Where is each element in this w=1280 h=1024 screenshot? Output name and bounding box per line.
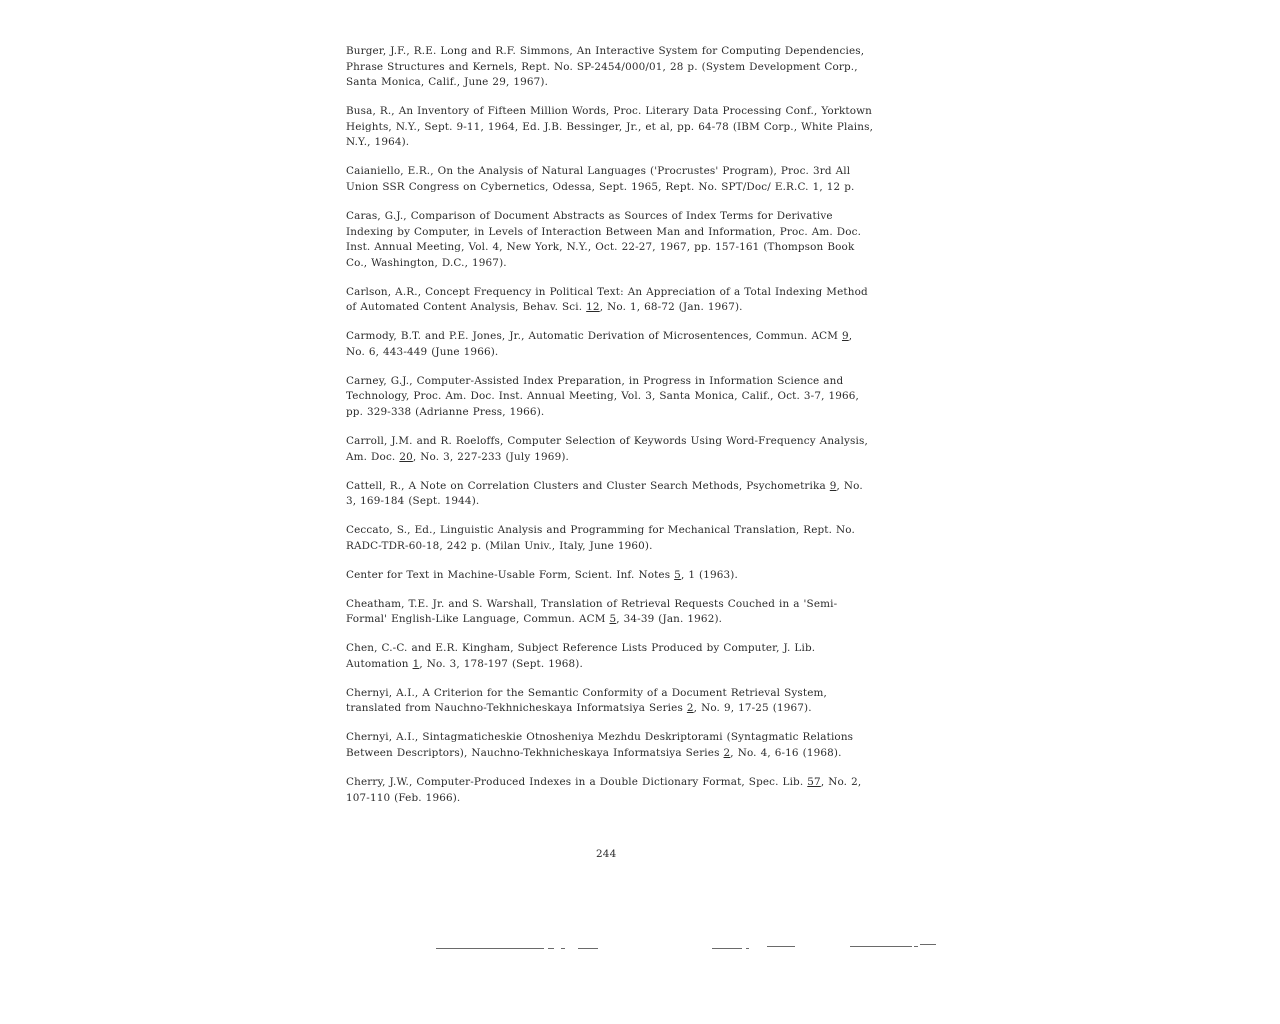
reference-volume: 20 xyxy=(399,450,413,463)
reference-text: Carroll, J.M. and R. Roeloffs, Computer Selection of Keywords Using Word-Frequency Analysis, Am. Doc. xyxy=(346,435,868,463)
footer-rule xyxy=(767,946,795,947)
reference-entry xyxy=(346,285,874,316)
reference-entry xyxy=(346,209,874,271)
reference-text: Carmody, B.T. and P.E. Jones, Jr., Automatic Derivation of Microsentences, Commun. ACM xyxy=(346,330,842,343)
reference-volume: 5 xyxy=(674,568,681,581)
reference-entry xyxy=(346,597,874,628)
reference-entry xyxy=(346,686,874,717)
reference-text: Cheatham, T.E. Jr. and S. Warshall, Translation of Retrieval Requests Couched in a 'Semi-Formal' English-Like Language, Commun. ACM xyxy=(346,597,838,626)
reference-volume: 9 xyxy=(829,479,837,492)
reference-entry xyxy=(346,434,874,465)
reference-text: Cherry, J.W., Computer-Produced Indexes in a Double Dictionary Format, Spec. Lib. xyxy=(346,776,808,789)
reference-volume: 57 xyxy=(807,776,821,789)
reference-text: Caras, G.J., Comparison of Document Abstracts as Sources of Index Terms for Derivative Indexing by Computer, in Levels of Interaction Between Man and Information, Proc. Am. Doc. Inst. Annual Meeting, Vol. 4, New York, N.Y., Oct. 22-27, 1967, pp. 157-161 (Thompson Book Co., Washington, D.C., 1967). xyxy=(346,209,862,269)
reference-text: Cattell, R., A Note on Correlation Clusters and Cluster Search Methods, Psychometrika xyxy=(346,479,830,492)
reference-list xyxy=(346,44,874,820)
reference-text-tail: , No. 4, 6-16 (1968). xyxy=(730,747,842,760)
reference-text: Chen, C.-C. and E.R. Kingham, Subject Reference Lists Produced by Computer, J. Lib. Automation xyxy=(346,642,816,670)
reference-text: Chernyi, A.I., Sintagmaticheskie Otnosheniya Mezhdu Deskriptorami (Syntagmatic Relations Between Descriptors), Nauchno-Tekhnicheskaya Informatsiya Series xyxy=(346,731,854,760)
reference-volume: 2 xyxy=(723,747,731,760)
reference-text: Carlson, A.R., Concept Frequency in Political Text: An Appreciation of a Total Indexing Method of Automated Content Analysis, Behav. Sci. xyxy=(346,285,868,314)
reference-text-tail: , No. 6, 443-449 (June 1966). xyxy=(346,330,853,358)
reference-text: Center for Text in Machine-Usable Form, Scient. Inf. Notes xyxy=(346,568,675,581)
reference-volume: 2 xyxy=(686,702,694,715)
footer-rule xyxy=(436,948,544,949)
footer-rule xyxy=(920,944,936,945)
reference-text-tail: , No. 9, 17-25 (1967). xyxy=(693,702,812,715)
footer-rule xyxy=(746,948,749,949)
reference-text-tail: , 34-39 (Jan. 1962). xyxy=(616,613,723,626)
reference-text: Carney, G.J., Computer-Assisted Index Preparation, in Progress in Information Science and Technology, Proc. Am. Doc. Inst. Annual Meeting, Vol. 3, Santa Monica, Calif., Oct. 3-7, 1966, pp. 329-338 (Adrianne Press, 1966). xyxy=(346,374,860,419)
reference-entry xyxy=(346,523,874,554)
reference-entry xyxy=(346,730,874,761)
reference-text-tail: , No. 3, 178-197 (Sept. 1968). xyxy=(419,657,583,670)
reference-entry xyxy=(346,641,874,672)
reference-entry xyxy=(346,104,874,151)
reference-entry xyxy=(346,329,874,360)
reference-entry xyxy=(346,374,874,421)
reference-entry xyxy=(346,479,874,510)
reference-text: Burger, J.F., R.E. Long and R.F. Simmons, An Interactive System for Computing Dependencies, Phrase Structures and Kernels, Rept. No. SP-2454/000/01, 28 p. (System Development Corp., Santa Monica, Calif., June 29, 1967). xyxy=(346,45,865,89)
reference-entry xyxy=(346,164,874,195)
reference-volume: 1 xyxy=(412,657,420,670)
page-number: 244 xyxy=(596,848,617,860)
reference-text: Busa, R., An Inventory of Fifteen Million Words, Proc. Literary Data Processing Conf., Yorktown Heights, N.Y., Sept. 9-11, 1964, Ed. J.B. Bessinger, Jr., et al, pp. 64-78 (IBM Corp., White Plains, N.Y., 1964). xyxy=(346,105,874,149)
reference-text-tail: , No. 2, 107-110 (Feb. 1966). xyxy=(346,776,862,804)
reference-volume: 5 xyxy=(609,613,617,626)
footer-rule xyxy=(914,946,918,947)
reference-text-tail: , No. 1, 68-72 (Jan. 1967). xyxy=(599,301,743,314)
reference-entry xyxy=(346,568,874,584)
reference-text: Chernyi, A.I., A Criterion for the Semantic Conformity of a Document Retrieval System, translated from Nauchno-Tekhnicheskaya Informatsiya Series xyxy=(346,686,827,715)
reference-text: Caianiello, E.R., On the Analysis of Natural Languages ('Procrustes' Program), Proc. 3rd All Union SSR Congress on Cybernetics, Odessa, Sept. 1965, Rept. No. SPT/Doc/ E.R.C. 1, 12 p. xyxy=(346,165,855,193)
footer-rule xyxy=(578,948,598,949)
reference-text: Ceccato, S., Ed., Linguistic Analysis and Programming for Mechanical Translation, Rept. No. RADC-TDR-60-18, 242 p. (Milan Univ., Italy, June 1960). xyxy=(346,524,855,552)
reference-text-tail: , No. 3, 169-184 (Sept. 1944). xyxy=(346,479,863,508)
reference-entry xyxy=(346,44,874,91)
footer-rule xyxy=(850,946,912,947)
reference-text-tail: , No. 3, 227-233 (July 1969). xyxy=(412,450,569,463)
reference-entry xyxy=(346,775,874,806)
reference-volume: 12 xyxy=(586,301,600,314)
reference-volume: 9 xyxy=(841,330,849,343)
reference-text-tail: , 1 (1963). xyxy=(680,568,738,581)
footer-rule xyxy=(712,948,742,949)
footer-rule xyxy=(548,948,554,949)
footer-rule xyxy=(561,948,565,949)
